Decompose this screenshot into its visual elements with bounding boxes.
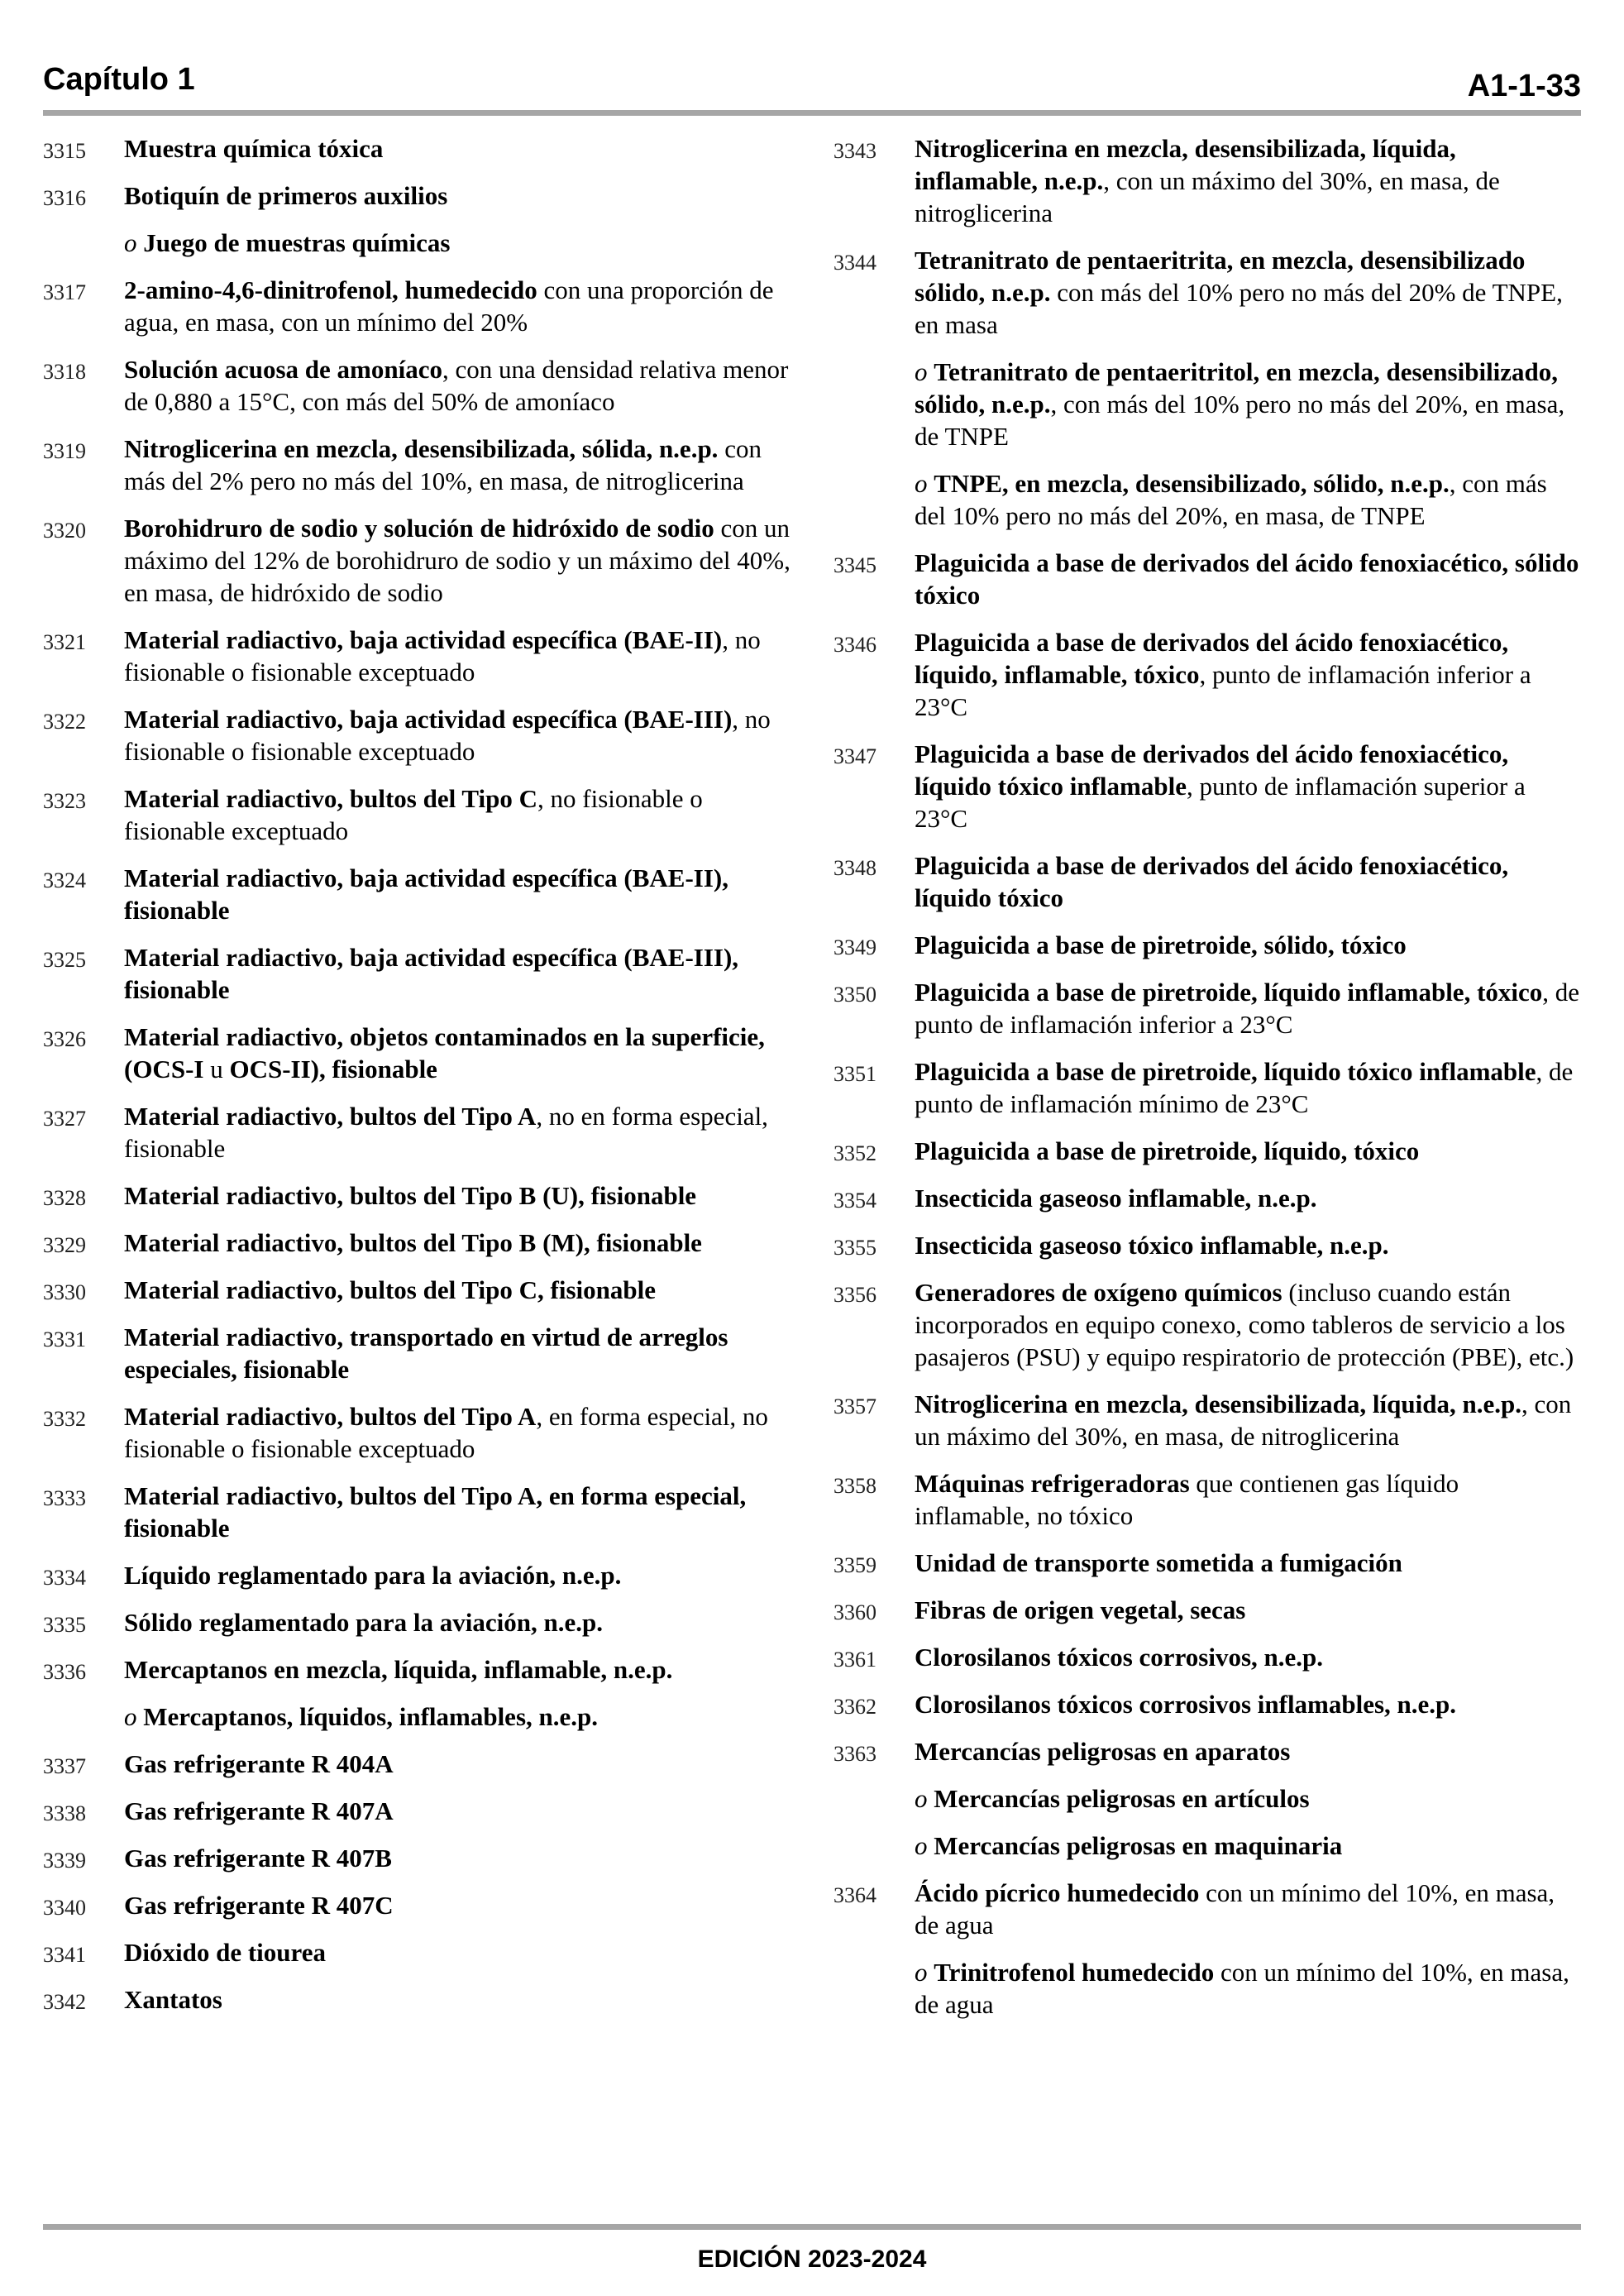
entry-name: Máquinas refrigeradoras [915,1469,1190,1498]
entry-name: Insecticida gaseoso tóxico inflamable, n.e.p. [915,1231,1389,1260]
entry-text [124,1323,728,1384]
entry-text [124,1891,394,1920]
entry-name: Material radiactivo, baja actividad específica (BAE-II) [124,625,723,654]
entry-text [124,1561,621,1590]
un-entry [43,1748,794,1780]
entry-name: Material radiactivo, transportado en virtud de arreglos especiales, fisionable [124,1323,728,1384]
un-entry [833,626,1581,723]
un-number: 3341 [43,1943,86,1967]
entry-name: Mercancías peligrosas en aparatos [915,1737,1291,1766]
entry-name: Plaguicida a base de piretroide, líquido inflamable, tóxico [915,978,1543,1007]
un-entry-alternate [43,227,794,259]
alternate-marker: o [915,469,934,498]
entry-name: Material radiactivo, bultos del Tipo C, fisionable [124,1275,656,1304]
entry-text [915,978,1579,1039]
un-number: 3315 [43,139,86,163]
un-number: 3361 [833,1648,876,1672]
un-number: 3337 [43,1754,86,1778]
un-number: 3345 [833,553,876,577]
entry-text [915,1278,1574,1371]
alternate-marker: o [915,1831,934,1860]
entry-name: 2-amino-4,6-dinitrofenol, humedecido [124,275,537,304]
alternate-marker: o [915,1958,934,1987]
un-number: 3339 [43,1849,86,1873]
entry-text [124,1481,746,1543]
entry-text [915,930,1407,959]
entry-name: Tetranitrato de pentaeritritol, en mezcla, desensibilizado, sólido, n.e.p. [915,357,1559,419]
entry-text [124,943,738,1004]
un-entry-alternate [43,1700,794,1733]
entry-name: Trinitrofenol humedecido [934,1958,1215,1987]
entry-name: Material radiactivo, bultos del Tipo A, en forma especial, fisionable [124,1481,747,1543]
alternate-marker: o [124,228,144,257]
un-entry [43,1400,794,1465]
entry-text [124,181,447,210]
un-number: 3326 [43,1027,86,1051]
un-number: 3319 [43,439,86,463]
entry-name: Generadores de oxígeno químicos [915,1278,1282,1307]
un-entry [43,1227,794,1259]
entry-text [124,1228,702,1257]
entry-name: Mercaptanos en mezcla, líquida, inflamable, n.e.p. [124,1655,673,1684]
chapter-title: Capítulo 1 [43,62,195,97]
entry-description: , en forma especial, no fisionable o fisionable exceptuado [124,1402,768,1463]
un-number: 3318 [43,360,86,384]
entry-description: , no fisionable o fisionable exceptuado [124,784,703,845]
entry-name: Tetranitrato de pentaeritrita, en mezcla, desensibilizado sólido, n.e.p. [915,246,1526,307]
entry-name: Nitroglicerina en mezcla, desensibilizada, líquida, n.e.p. [915,1390,1521,1418]
entry-text [915,1057,1573,1118]
entry-text [915,1390,1571,1451]
entry-text [124,1608,603,1637]
un-entry [833,1229,1581,1261]
un-entry [43,274,794,338]
entry-description: , punto de inflamación superior a 23°C [915,772,1526,833]
entry-text [915,1958,1569,2019]
entry-text [124,1796,394,1825]
un-number: 3331 [43,1327,86,1351]
un-number: 3364 [833,1883,876,1907]
entry-text [124,705,771,766]
un-number: 3340 [43,1896,86,1920]
un-number: 3333 [43,1486,86,1510]
un-number: 3346 [833,633,876,657]
entry-name: Botiquín de primeros auxilios [124,181,448,210]
entry-text [915,1231,1389,1260]
un-entry [833,1467,1581,1532]
entry-text [124,1844,392,1873]
edition-footer: EDICIÓN 2023-2024 [697,2246,927,2273]
entry-description: con un mínimo del 10%, en masa, de agua [915,1878,1555,1940]
un-number: 3325 [43,948,86,972]
un-entry [833,1182,1581,1214]
entry-name: Gas refrigerante R 407A [124,1796,394,1825]
entry-description: , no fisionable o fisionable exceptuado [124,625,761,686]
entry-name: Plaguicida a base de derivados del ácido fenoxiacético, sólido tóxico [915,548,1579,610]
left-column [43,132,794,2031]
entry-text [124,784,703,845]
entry-name: TNPE, en mezcla, desensibilizado, sólido, n.e.p. [934,469,1450,498]
entry-name: Nitroglicerina en mezcla, desensibilizada, sólida, n.e.p. [124,434,719,463]
entry-description: , de punto de inflamación inferior a 23°C [915,978,1580,1039]
un-entry [833,1594,1581,1626]
un-number: 3327 [43,1107,86,1131]
un-number: 3350 [833,983,876,1007]
entry-text [124,434,762,495]
un-entry-alternate [833,1956,1581,2021]
entry-name: Material radiactivo, bultos del Tipo B (U), fisionable [124,1181,697,1210]
entry-name: Material radiactivo, bultos del Tipo B (M), fisionable [124,1228,702,1257]
un-number: 3329 [43,1233,86,1257]
entry-text [915,628,1531,721]
entry-description: , con más del 10% pero no más del 20%, en masa, de TNPE [915,469,1547,530]
entry-description: , con una densidad relativa menor de 0,880 a 15°C, con más del 50% de amoníaco [124,355,789,416]
entry-text [915,246,1563,339]
un-number: 3316 [43,186,86,210]
entry-name: OCS-II), fisionable [222,1055,437,1083]
entry-name: Insecticida gaseoso inflamable, n.e.p. [915,1184,1317,1213]
alternate-marker: o [915,1784,934,1813]
entry-name: Gas refrigerante R 407B [124,1844,392,1873]
entry-text [915,1784,1310,1813]
entry-name: Plaguicida a base de piretroide, líquido tóxico inflamable [915,1057,1536,1086]
entry-text [124,1022,765,1083]
un-entry [43,1480,794,1544]
un-entry-alternate [833,1830,1581,1862]
entry-text [124,355,788,416]
un-number: 3334 [43,1566,86,1590]
right-column [833,132,1581,2035]
un-entry [43,1021,794,1085]
entry-text [915,134,1500,227]
un-number: 3362 [833,1695,876,1719]
un-entry [43,1100,794,1165]
entry-description: , de punto de inflamación mínimo de 23°C [915,1057,1574,1118]
entry-description: , con un máximo del 30%, en masa, de nitroglicerina [915,1390,1572,1451]
un-entry [833,738,1581,835]
un-entry [833,1641,1581,1673]
entry-text [124,275,774,337]
un-number: 3322 [43,710,86,734]
un-number: 3355 [833,1236,876,1260]
un-entry [43,703,794,768]
un-number: 3348 [833,856,876,880]
un-entry-alternate [833,1782,1581,1815]
entry-name: Material radiactivo, baja actividad específica (BAE-II), fisionable [124,863,728,925]
un-entry-alternate [833,356,1581,452]
un-entry [833,1135,1581,1167]
un-number: 3324 [43,868,86,892]
un-entry [833,547,1581,611]
un-number: 3338 [43,1801,86,1825]
entry-text [124,1102,768,1163]
entry-name: Gas refrigerante R 404A [124,1749,394,1778]
entry-name: Material radiactivo, bultos del Tipo A [124,1102,537,1131]
un-number: 3351 [833,1062,876,1086]
entry-name: Material radiactivo, bultos del Tipo A [124,1402,537,1431]
un-entry [833,1877,1581,1941]
entry-text [915,1548,1402,1577]
entry-name: Plaguicida a base de derivados del ácido fenoxiacético, líquido tóxico inflamable [915,739,1509,801]
un-entry [833,132,1581,229]
entry-text [124,1702,598,1731]
entry-text [124,1655,672,1684]
entry-description: , con un máximo del 30%, en masa, de nitroglicerina [915,166,1500,227]
entry-name: Plaguicida a base de derivados del ácido fenoxiacético, líquido, inflamable, tóxico [915,628,1509,689]
un-number: 3336 [43,1660,86,1684]
entry-text [124,1402,768,1463]
entry-description: , no fisionable o fisionable exceptuado [124,705,771,766]
entry-text [915,357,1564,451]
entry-name: Borohidruro de sodio y solución de hidróxido de sodio [124,514,714,543]
un-number: 3349 [833,935,876,959]
entry-description: u [210,1055,223,1083]
entry-text [124,134,383,163]
un-entry [833,1547,1581,1579]
entry-name: Fibras de origen vegetal, secas [915,1595,1246,1624]
entry-text [915,1690,1456,1719]
entry-name: Gas refrigerante R 407C [124,1891,394,1920]
entry-name: Material radiactivo, baja actividad específica (BAE-III) [124,705,733,734]
entry-text [915,1831,1342,1860]
entry-description: con un mínimo del 10%, en masa, de agua [915,1958,1569,2019]
entry-description: con una proporción de agua, en masa, con un mínimo del 20% [124,275,774,337]
un-entry [43,1274,794,1306]
entry-name: Clorosilanos tóxicos corrosivos, n.e.p. [915,1643,1324,1672]
entry-text [915,739,1526,833]
entry-text [124,1938,326,1967]
entry-text [124,1275,656,1304]
un-entry [833,1388,1581,1452]
un-number: 3344 [833,251,876,275]
un-entry-alternate [833,467,1581,532]
entry-name: Muestra química tóxica [124,134,384,163]
entry-name: Plaguicida a base de piretroide, sólido, tóxico [915,930,1407,959]
entry-description: con un máximo del 12% de borohidruro de sodio y un máximo del 40%, en masa, de hidróxido de sodio [124,514,791,607]
un-entry [833,244,1581,341]
entry-text [124,228,450,257]
entry-text [915,1737,1290,1766]
un-entry [833,976,1581,1040]
header-rule [43,110,1581,116]
entry-text [915,469,1547,530]
un-number: 3342 [43,1990,86,2014]
entry-name: Mercancías peligrosas en maquinaria [934,1831,1343,1860]
un-entry [43,624,794,688]
un-number: 3335 [43,1613,86,1637]
entry-text [915,1184,1317,1213]
entry-text [915,1595,1245,1624]
un-number: 3321 [43,630,86,654]
un-entry [43,1653,794,1686]
entry-description: , con más del 10% pero no más del 20%, en masa, de TNPE [915,390,1565,451]
un-number: 3356 [833,1283,876,1307]
entry-name: Nitroglicerina en mezcla, desensibilizada, líquida, inflamable, n.e.p. [915,134,1456,195]
un-number: 3347 [833,744,876,768]
entry-text [124,625,761,686]
un-number: 3317 [43,280,86,304]
un-entry [43,1321,794,1385]
un-entry [43,353,794,418]
entry-name: Clorosilanos tóxicos corrosivos inflamables, n.e.p. [915,1690,1457,1719]
entry-description: (incluso cuando están incorporados en equipo conexo, como tableros de servicio a los pasajeros (PSU) y equipo respiratorio de protección (PBE), etc.) [915,1278,1574,1371]
un-entry [43,179,794,212]
un-number: 3330 [43,1280,86,1304]
entry-name: Mercancías peligrosas en artículos [934,1784,1310,1813]
un-number: 3359 [833,1553,876,1577]
entry-text [915,1643,1323,1672]
footer-rule [43,2224,1581,2230]
un-number: 3343 [833,139,876,163]
entry-name: Ácido pícrico humedecido [915,1878,1200,1907]
un-number: 3332 [43,1407,86,1431]
un-entry [43,132,794,165]
un-entry [43,1936,794,1968]
un-entry [833,1055,1581,1120]
entry-text [915,1469,1459,1530]
entry-text [915,1878,1555,1940]
un-entry [833,929,1581,961]
alternate-marker: o [124,1702,144,1731]
un-number: 3328 [43,1186,86,1210]
un-entry [43,1606,794,1638]
entry-name: Líquido reglamentado para la aviación, n.e.p. [124,1561,622,1590]
entry-name: Material radiactivo, baja actividad específica (BAE-III), fisionable [124,943,739,1004]
alternate-marker: o [915,357,934,386]
entry-text [124,1985,222,2014]
un-entry [43,512,794,609]
entry-name: Plaguicida a base de derivados del ácido fenoxiacético, líquido tóxico [915,851,1509,912]
un-entry [833,1276,1581,1373]
un-entry [833,849,1581,914]
entry-name: Mercaptanos, líquidos, inflamables, n.e.p. [143,1702,599,1731]
entry-text [915,1136,1419,1165]
un-number: 3354 [833,1189,876,1213]
entry-text [915,548,1579,610]
un-entry [833,1688,1581,1720]
un-entry [833,1735,1581,1767]
un-number: 3358 [833,1474,876,1498]
un-number: 3323 [43,789,86,813]
un-entry [43,1559,794,1591]
un-entry [43,1842,794,1874]
entry-name: Solución acuosa de amoníaco [124,355,442,384]
un-number: 3360 [833,1600,876,1624]
entry-text [124,1181,696,1210]
page-number: A1-1-33 [1467,69,1581,103]
un-entry [43,862,794,926]
un-entry [43,1795,794,1827]
un-entry [43,1179,794,1212]
entry-description: con más del 2% pero no más del 10%, en masa, de nitroglicerina [124,434,762,495]
entry-name: Juego de muestras químicas [143,228,451,257]
entry-text [124,1749,394,1778]
un-entry [43,1983,794,2016]
entry-description: con más del 10% pero no más del 20% de TNPE, en masa [915,278,1563,339]
un-entry [43,782,794,847]
entry-text [915,851,1508,912]
entry-description: , punto de inflamación inferior a 23°C [915,660,1531,721]
entry-name: Dióxido de tiourea [124,1938,326,1967]
un-entry [43,1889,794,1921]
un-number: 3352 [833,1141,876,1165]
entry-name: Material radiactivo, objetos contaminados en la superficie, (OCS-I [124,1022,765,1083]
un-number: 3357 [833,1394,876,1418]
entry-description: , no en forma especial, fisionable [124,1102,768,1163]
entry-name: Plaguicida a base de piretroide, líquido, tóxico [915,1136,1420,1165]
un-number: 3363 [833,1742,876,1766]
entry-text [124,514,791,607]
entry-description: que contienen gas líquido inflamable, no tóxico [915,1469,1459,1530]
entry-name: Xantatos [124,1985,222,2014]
entry-name: Unidad de transporte sometida a fumigación [915,1548,1402,1577]
un-entry [43,433,794,497]
entry-name: Material radiactivo, bultos del Tipo C [124,784,538,813]
un-entry [43,941,794,1006]
entry-name: Sólido reglamentado para la aviación, n.e.p. [124,1608,603,1637]
entry-text [124,863,728,925]
un-number: 3320 [43,519,86,543]
